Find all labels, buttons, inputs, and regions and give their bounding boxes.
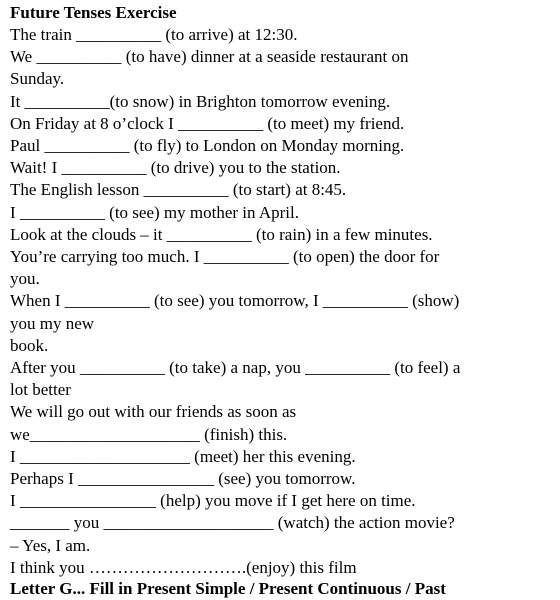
exercise-line: you my new [10,313,95,333]
exercise-line: we____________________ (finish) this. [10,424,288,444]
exercise-line: Paul __________ (to fly) to London on Monday morning. [10,136,405,156]
exercise-line: The English lesson __________ (to start) at 8:45. [10,180,347,200]
exercise-line: – Yes, I am. [10,535,91,555]
document-title: Future Tenses Exercise [10,3,177,22]
exercise-line: We will go out with our friends as soon as [10,402,297,422]
exercise-line: We __________ (to have) dinner at a seaside restaurant on [10,47,409,67]
exercise-line: lot better [10,380,71,400]
exercise-line: The train __________ (to arrive) at 12:30. [10,25,298,44]
cut-off-heading: Letter G... Fill in Present Simple / Present Continuous / Past [10,579,446,598]
exercise-line: When I __________ (to see) you tomorrow, I __________ (show) [10,291,460,311]
exercise-line: I __________ (to see) my mother in April. [10,202,299,222]
exercise-line: After you __________ (to take) a nap, you __________ (to feel) a [10,358,461,378]
exercise-line: Perhaps I ________________ (see) you tomorrow. [10,469,356,489]
exercise-line: _______ you ____________________ (watch) the action movie? [10,513,455,533]
exercise-line: On Friday at 8 o’clock I __________ (to meet) my friend. [10,113,405,133]
exercise-line: It __________(to snow) in Brighton tomorrow evening. [10,91,391,111]
exercise-line: I ________________ (help) you move if I get here on time. [10,491,416,511]
exercise-line: Wait! I __________ (to drive) you to the station. [10,158,341,178]
exercise-line: you. [10,269,40,289]
exercise-line: I ____________________ (meet) her this evening. [10,446,356,466]
exercise-line: Sunday. [10,69,65,89]
exercise-line: I think you ……………………….(enjoy) this film [10,557,357,577]
exercise-line: book. [10,335,49,355]
exercise-line: Look at the clouds – it __________ (to rain) in a few minutes. [10,224,433,244]
exercise-lines [10,24,555,579]
exercise-document [10,2,555,579]
exercise-line: You’re carrying too much. I __________ (to open) the door for [10,247,440,267]
